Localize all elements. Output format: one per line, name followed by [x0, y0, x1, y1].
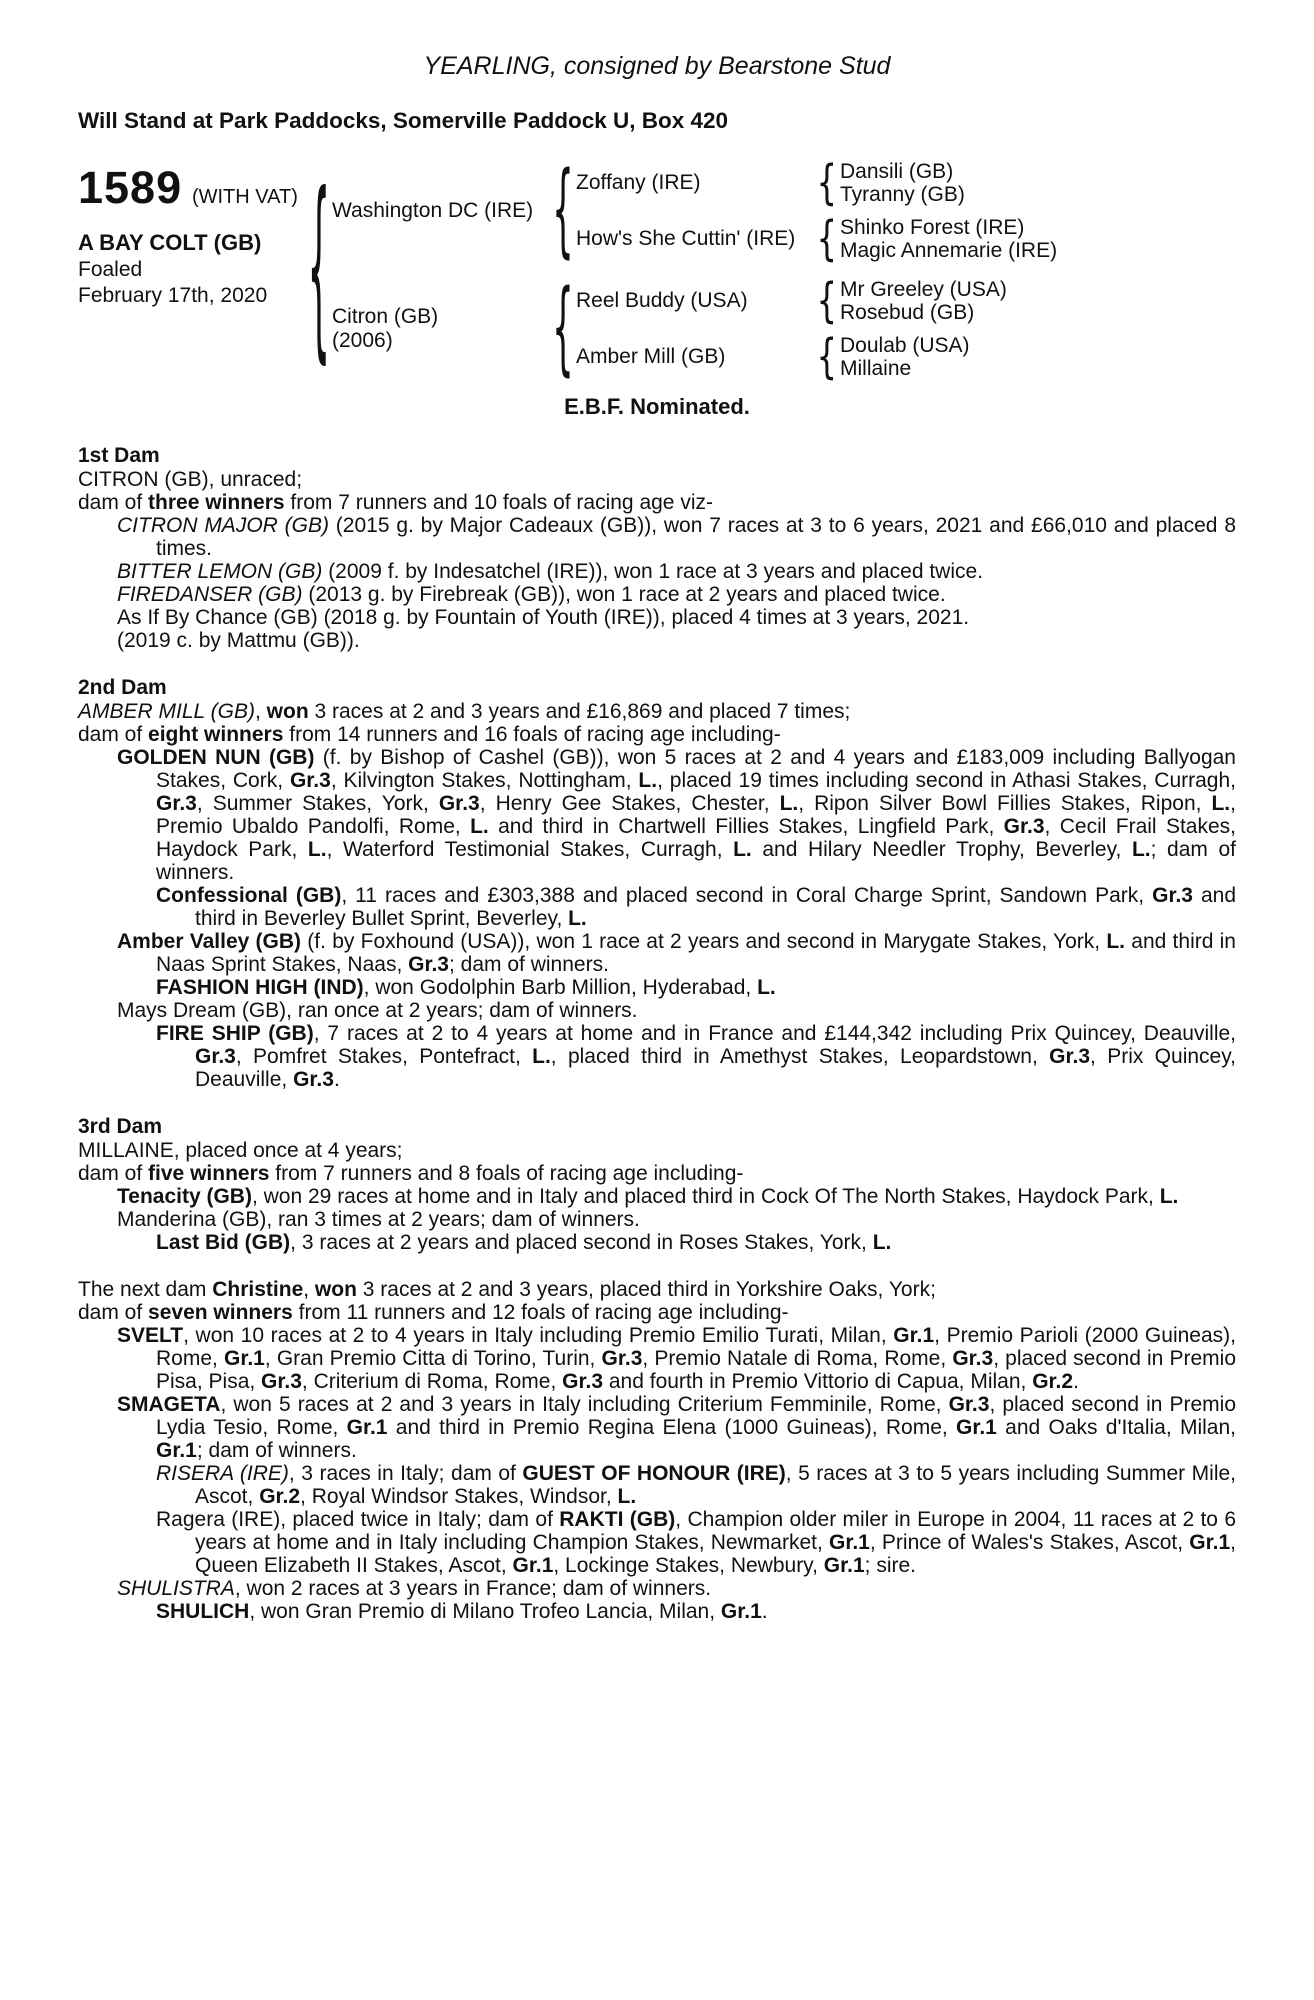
text-segment: AMBER MILL (GB): [78, 700, 255, 723]
text-segment: dam of: [78, 491, 149, 514]
gen2-unit: [576, 329, 1007, 385]
text-segment: Gr.1: [893, 1324, 935, 1347]
text-segment: FASHION HIGH (IND): [156, 976, 364, 999]
lot-info: [78, 160, 306, 308]
gen2-name: Zoffany (IRE): [576, 171, 701, 194]
brace-glyph: {: [552, 269, 574, 389]
text-segment: , Queen Elizabeth II Stakes, Ascot,: [195, 1531, 1236, 1577]
catalogue-paragraph: [78, 468, 1236, 491]
section-heading: 3rd Dam: [78, 1115, 163, 1138]
vat-note: (WITH VAT): [191, 186, 298, 208]
text-segment: , won Godolphin Barb Million, Hyderabad,: [363, 976, 758, 999]
text-segment: (2019 c. by Mattmu (GB)).: [117, 629, 360, 652]
text-segment: five winners: [148, 1162, 270, 1185]
text-segment: The next dam: [78, 1278, 213, 1301]
text-segment: , Pomfret Stakes, Pontefract,: [235, 1045, 533, 1068]
pedigree-tree: [332, 151, 1058, 389]
text-segment: , Henry Gee Stakes, Chester,: [479, 792, 780, 815]
catalogue-paragraph: [78, 491, 1236, 514]
text-segment: Mays Dream (GB), ran once at 2 years; dam of winners.: [117, 999, 638, 1022]
brace-glyph: {: [816, 273, 838, 329]
catalogue-paragraph: [78, 930, 1236, 976]
text-segment: Gr.3: [408, 953, 449, 976]
text-segment: Gr.2: [1032, 1370, 1074, 1393]
catalogue-paragraph: [78, 746, 1236, 884]
text-segment: , Kilvington Stakes, Nottingham,: [330, 769, 639, 792]
gen3-name: Doulab (USA): [840, 334, 970, 357]
catalogue-paragraph: [78, 1600, 1236, 1623]
text-segment: and third in Beverley Bullet Sprint, Beverley,: [195, 884, 1237, 930]
text-segment: Confessional (GB): [156, 884, 342, 907]
text-segment: Gr.3: [1152, 884, 1193, 907]
text-segment: Gr.3: [261, 1370, 302, 1393]
text-segment: eight winners: [148, 723, 284, 746]
text-segment: , won 5 races at 2 and 3 years in Italy including Criterium Femminile, Rome,: [220, 1393, 949, 1416]
gen3-name: Millaine: [840, 357, 912, 380]
gen3-pair: [840, 216, 1057, 262]
text-segment: ,: [303, 1278, 315, 1301]
text-segment: Manderina (GB), ran 3 times at 2 years; dam of winners.: [117, 1208, 640, 1231]
text-segment: CITRON MAJOR (GB): [117, 514, 329, 537]
foaled-date: February 17th, 2020: [78, 284, 268, 307]
text-segment: dam of: [78, 723, 149, 746]
text-segment: ; dam of winners.: [156, 838, 1236, 884]
text-segment: Gr.1: [720, 1600, 762, 1623]
text-segment: and third in Naas Sprint Stakes, Naas,: [156, 930, 1236, 976]
pedigree-brace-g3-icon: [814, 273, 840, 329]
section-heading: 2nd Dam: [78, 676, 167, 699]
text-segment: seven winners: [148, 1301, 293, 1324]
text-segment: L.: [638, 769, 658, 792]
pedigree-brace-g3-icon: [814, 211, 840, 267]
text-segment: 3 races at 2 and 3 years and £16,869 and placed 7 times;: [308, 700, 851, 723]
gen1-name-box: [332, 199, 550, 223]
text-segment: ,: [254, 700, 267, 723]
text-segment: Christine: [212, 1278, 304, 1301]
catalogue-paragraph: [78, 583, 1236, 606]
dam-section: [78, 444, 1236, 652]
text-segment: Gr.1: [823, 1554, 865, 1577]
text-segment: , 11 races and £303,388 and placed second in Coral Charge Sprint, Sandown Park,: [341, 884, 1153, 907]
text-segment: three winners: [148, 491, 285, 514]
gen3-name: Shinko Forest (IRE): [840, 216, 1025, 239]
text-segment: L.: [307, 838, 327, 861]
text-segment: Gr.3: [289, 769, 331, 792]
text-segment: , 3 races in Italy; dam of: [288, 1462, 523, 1485]
text-segment: L.: [1131, 838, 1151, 861]
text-segment: , Prince of Wales's Stakes, Ascot,: [869, 1531, 1190, 1554]
text-segment: FIRE SHIP (GB): [156, 1022, 314, 1045]
text-segment: (f. by Bishop of Cashel (GB)), won 5 races at 2 and 4 years and £183,009 including Ballyogan Stakes, Cork,: [156, 746, 1236, 792]
lot-number: 1589: [78, 162, 183, 213]
text-segment: , placed 19 times including second in Athasi Stakes, Curragh,: [657, 769, 1236, 792]
text-segment: Ragera (IRE), placed twice in Italy; dam of: [156, 1508, 560, 1531]
catalogue-paragraph: [78, 1231, 1236, 1254]
gen3-pair: [840, 334, 970, 380]
gen3-pair: [840, 278, 1007, 324]
text-segment: Gr.1: [829, 1531, 870, 1554]
text-segment: and third in Premio Regina Elena (1000 Guineas), Rome,: [387, 1416, 956, 1439]
text-segment: , 3 races at 2 years and placed second in Roses Stakes, York,: [290, 1231, 873, 1254]
text-segment: ; sire.: [864, 1554, 917, 1577]
text-segment: , won 29 races at home and in Italy and placed third in Cock Of The North Stakes, Haydock Park,: [251, 1185, 1160, 1208]
text-segment: won: [266, 700, 309, 723]
text-segment: dam of: [78, 1301, 149, 1324]
gen3-name: Tyranny (GB): [840, 183, 965, 206]
gen3-pair: [840, 160, 965, 206]
text-segment: ; dam of winners.: [449, 953, 609, 976]
text-segment: from 14 runners and 16 foals of racing age including-: [283, 723, 781, 746]
text-segment: and Hilary Needler Trophy, Beverley,: [751, 838, 1132, 861]
gen2-column: [576, 155, 1058, 267]
text-segment: Gr.3: [562, 1370, 604, 1393]
dam-section: [78, 1278, 1236, 1623]
gen2-unit: [576, 155, 1057, 211]
text-segment: L.: [1159, 1185, 1179, 1208]
text-segment: , won 10 races at 2 to 4 years in Italy including Premio Emilio Turati, Milan,: [183, 1324, 894, 1347]
text-segment: Gr.3: [1049, 1045, 1091, 1068]
subject-name: A BAY COLT (GB): [78, 230, 262, 255]
text-segment: Gr.1: [956, 1416, 997, 1439]
text-segment: .: [333, 1068, 340, 1091]
catalogue-paragraph: [78, 723, 1236, 746]
text-segment: L.: [617, 1485, 637, 1508]
text-segment: , 5 races at 3 to 5 years including Summer Mile, Ascot,: [195, 1462, 1237, 1508]
text-segment: and fourth in Premio Vittorio di Capua, Milan,: [603, 1370, 1033, 1393]
text-segment: , Premio Natale di Roma, Rome,: [642, 1347, 953, 1370]
text-segment: GUEST OF HONOUR (IRE): [522, 1462, 786, 1485]
text-segment: .: [1073, 1370, 1079, 1393]
catalogue-paragraph: [78, 884, 1236, 930]
ebf-nominated-line: E.B.F. Nominated.: [564, 394, 750, 419]
text-segment: , 7 races at 2 to 4 years at home and in France and £144,342 including Prix Quincey, Deauville,: [313, 1022, 1236, 1045]
pedigree-brace-g2-icon: [550, 269, 576, 389]
catalogue-paragraph: [78, 1278, 1236, 1301]
text-segment: , Waterford Testimonial Stakes, Curragh,: [326, 838, 734, 861]
catalogue-paragraph: [78, 1301, 1236, 1324]
text-segment: Gr.1: [1189, 1531, 1231, 1554]
text-segment: (f. by Foxhound (USA)), won 1 race at 2 years and second in Marygate Stakes, York,: [301, 930, 1107, 953]
dam-section: [78, 676, 1236, 1091]
text-segment: FIREDANSER (GB): [117, 583, 303, 606]
gen2-name: How's She Cuttin' (IRE): [576, 227, 796, 250]
stand-location-line: Will Stand at Park Paddocks, Somerville Paddock U, Box 420: [78, 108, 729, 133]
gen1-sub: (2006): [332, 329, 393, 352]
catalogue-paragraph: [78, 1508, 1236, 1577]
text-segment: L.: [779, 792, 799, 815]
text-segment: SHULICH: [156, 1600, 250, 1623]
text-segment: As If By Chance (GB) (2018 g. by Fountain of Youth (IRE)), placed 4 times at 3 years, 2021.: [117, 606, 970, 629]
foaled-label: Foaled: [78, 258, 143, 281]
text-segment: Gr.3: [195, 1045, 236, 1068]
catalogue-paragraph: [78, 629, 1236, 652]
text-segment: RISERA (IRE): [156, 1462, 289, 1485]
text-segment: , placed second in Premio Pisa, Pisa,: [156, 1347, 1237, 1393]
text-segment: 3 races at 2 and 3 years, placed third in Yorkshire Oaks, York;: [356, 1278, 936, 1301]
brace-glyph: {: [816, 211, 838, 267]
text-segment: , Cecil Frail Stakes, Haydock Park,: [156, 815, 1236, 861]
gen3-name: Dansili (GB): [840, 160, 954, 183]
text-segment: won: [314, 1278, 357, 1301]
text-segment: L.: [568, 907, 587, 930]
text-segment: from 7 runners and 8 foals of racing age including-: [269, 1162, 744, 1185]
page-title: YEARLING, consigned by Bearstone Stud: [423, 52, 891, 80]
text-segment: , Summer Stakes, York,: [196, 792, 439, 815]
text-segment: , Lockinge Stakes, Newbury,: [553, 1554, 824, 1577]
pedigree-brace-g2-icon: [550, 151, 576, 271]
catalogue-paragraph: [78, 1185, 1236, 1208]
gen2-name: Reel Buddy (USA): [576, 289, 748, 312]
text-segment: ; dam of winners.: [196, 1439, 357, 1462]
pedigree-brace-g3-icon: [814, 329, 840, 385]
text-segment: Amber Valley (GB): [117, 930, 302, 953]
text-segment: Gr.1: [346, 1416, 388, 1439]
brace-glyph: {: [307, 154, 331, 386]
text-segment: Gr.1: [512, 1554, 554, 1577]
text-segment: GOLDEN NUN (GB): [117, 746, 315, 769]
text-segment: SVELT: [117, 1324, 184, 1347]
text-segment: .: [761, 1600, 768, 1623]
catalogue-paragraph: [78, 560, 1236, 583]
text-segment: RAKTI (GB): [559, 1508, 676, 1531]
catalogue-paragraph: [78, 1022, 1236, 1091]
gen2-name: Amber Mill (GB): [576, 345, 726, 368]
catalogue-paragraph: [78, 1162, 1236, 1185]
pedigree-gen1-column: [332, 151, 1058, 389]
text-segment: Gr.1: [223, 1347, 265, 1370]
pedigree-sections: [78, 444, 1236, 1623]
catalogue-paragraph: [78, 999, 1236, 1022]
text-segment: BITTER LEMON (GB): [117, 560, 323, 583]
catalogue-paragraph: [78, 606, 1236, 629]
text-segment: and Oaks d'Italia, Milan,: [996, 1416, 1236, 1439]
text-segment: L.: [872, 1231, 892, 1254]
text-segment: and third in Chartwell Fillies Stakes, Lingfield Park,: [488, 815, 1004, 838]
brace-glyph: {: [552, 151, 574, 271]
text-segment: , placed second in Premio Lydia Tesio, Rome,: [156, 1393, 1236, 1439]
gen3-name: Magic Annemarie (IRE): [840, 239, 1058, 262]
text-segment: Tenacity (GB): [117, 1185, 252, 1208]
text-segment: , Premio Ubaldo Pandolfi, Rome,: [156, 792, 1236, 838]
text-segment: L.: [470, 815, 489, 838]
text-segment: , Prix Quincey, Deauville,: [195, 1045, 1236, 1091]
text-segment: Gr.3: [1003, 815, 1045, 838]
brace-glyph: {: [816, 329, 838, 385]
pedigree-block: [78, 151, 1236, 389]
text-segment: L.: [757, 976, 776, 999]
catalogue-paragraph: [78, 1393, 1236, 1462]
pedigree-brace-g3-icon: [814, 155, 840, 211]
text-segment: , Ripon Silver Bowl Fillies Stakes, Ripon,: [798, 792, 1212, 815]
section-heading: 1st Dam: [78, 444, 160, 467]
dam-section: [78, 1115, 1236, 1254]
text-segment: , Criterium di Roma, Rome,: [301, 1370, 563, 1393]
text-segment: L.: [733, 838, 752, 861]
pedigree-sire-branch: [332, 151, 1058, 271]
gen2-column: [576, 273, 1007, 385]
text-segment: SHULISTRA: [117, 1577, 235, 1600]
gen1-name: Washington DC (IRE): [332, 199, 534, 222]
text-segment: SMAGETA: [117, 1393, 221, 1416]
text-segment: Last Bid (GB): [156, 1231, 291, 1254]
text-segment: MILLAINE, placed once at 4 years;: [78, 1139, 403, 1162]
text-segment: dam of: [78, 1162, 149, 1185]
brace-glyph: {: [816, 155, 838, 211]
text-segment: Gr.1: [156, 1439, 197, 1462]
text-segment: Gr.3: [156, 792, 197, 815]
catalogue-paragraph: [78, 1577, 1236, 1600]
catalogue-paragraph: [78, 1324, 1236, 1393]
text-segment: L.: [532, 1045, 551, 1068]
text-segment: Gr.3: [948, 1393, 990, 1416]
text-segment: L.: [1211, 792, 1231, 815]
text-segment: , Premio Parioli (2000 Guineas), Rome,: [156, 1324, 1236, 1370]
text-segment: Gr.2: [259, 1485, 301, 1508]
gen2-unit: [576, 273, 1007, 329]
text-segment: (2015 g. by Major Cadeaux (GB)), won 7 races at 3 to 6 years, 2021 and £66,010 and placed 8 times.: [156, 514, 1236, 560]
text-segment: Gr.3: [293, 1068, 334, 1091]
pedigree-dam-branch: [332, 269, 1057, 389]
catalogue-paragraph: [78, 1208, 1236, 1231]
text-segment: (2013 g. by Firebreak (GB)), won 1 race at 2 years and placed twice.: [302, 583, 946, 606]
text-segment: , won Gran Premio di Milano Trofeo Lancia, Milan,: [249, 1600, 721, 1623]
text-segment: , Royal Windsor Stakes, Windsor,: [300, 1485, 618, 1508]
text-segment: from 11 runners and 12 foals of racing age including-: [292, 1301, 789, 1324]
gen1-name-box: [332, 305, 550, 353]
gen3-name: Rosebud (GB): [840, 301, 975, 324]
text-segment: Gr.3: [438, 792, 480, 815]
text-segment: Gr.3: [952, 1347, 994, 1370]
catalogue-paragraph: [78, 1462, 1236, 1508]
catalogue-paragraph: [78, 514, 1236, 560]
catalogue-paragraph: [78, 1139, 1236, 1162]
text-segment: CITRON (GB), unraced;: [78, 468, 303, 491]
text-segment: Gr.3: [601, 1347, 643, 1370]
catalogue-paragraph: [78, 700, 1236, 723]
text-segment: , Champion older miler in Europe in 2004, 11 races at 2 to 6 years at home and in Italy including Champion Stakes, Newmarket,: [195, 1508, 1237, 1554]
gen3-name: Mr Greeley (USA): [840, 278, 1007, 301]
text-segment: , Gran Premio Citta di Torino, Turin,: [264, 1347, 602, 1370]
text-segment: L.: [1106, 930, 1126, 953]
gen1-name: Citron (GB): [332, 305, 439, 328]
pedigree-brace-g1-icon: [306, 154, 332, 386]
gen2-unit: [576, 211, 1058, 267]
text-segment: from 7 runners and 10 foals of racing age viz-: [284, 491, 713, 514]
catalogue-paragraph: [78, 976, 1236, 999]
lot-line: [78, 162, 306, 214]
text-segment: , placed third in Amethyst Stakes, Leopardstown,: [550, 1045, 1050, 1068]
text-segment: , won 2 races at 3 years in France; dam of winners.: [234, 1577, 712, 1600]
text-segment: (2009 f. by Indesatchel (IRE)), won 1 race at 3 years and placed twice.: [322, 560, 984, 583]
